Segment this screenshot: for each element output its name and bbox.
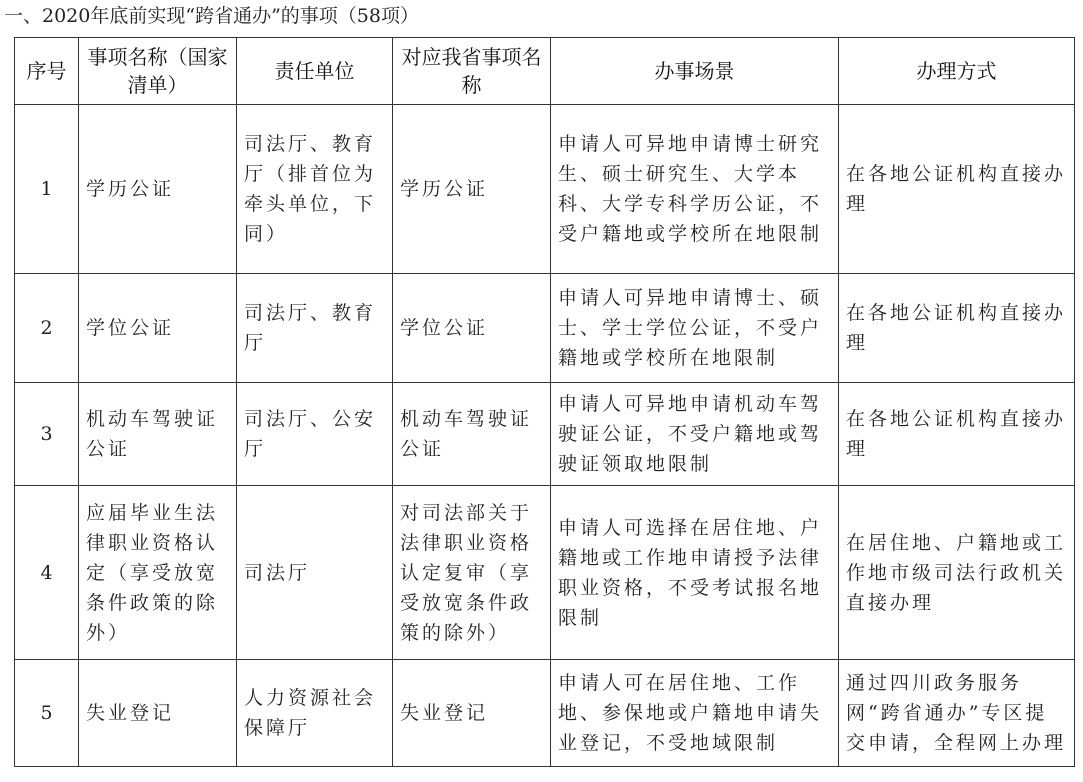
cell-scenario: 申请人可在居住地、工作地、参保地或户籍地申请失业登记，不受地域限制: [551, 660, 839, 767]
cell-seq: 4: [15, 486, 79, 660]
cell-scenario: 申请人可异地申请博士研究生、硕士研究生、大学本科、大学专科学历公证，不受户籍地或学校所在地限制: [551, 105, 839, 274]
cell-method: 在各地公证机构直接办理: [839, 274, 1075, 383]
cell-item: 失业登记: [79, 660, 237, 767]
cell-scenario: 申请人可异地申请机动车驾驶证公证，不受户籍地或驾驶证领取地限制: [551, 383, 839, 486]
cell-unit: 人力资源社会保障厅: [237, 660, 393, 767]
table-row: [15, 105, 1075, 274]
cell-item: 学位公证: [79, 274, 237, 383]
cell-province-item: 机动车驾驶证公证: [393, 383, 551, 486]
cell-province-item: 失业登记: [393, 660, 551, 767]
table-header-row: [15, 38, 1075, 105]
table-row: [15, 383, 1075, 486]
cell-method: 在各地公证机构直接办理: [839, 105, 1075, 274]
header-province-item: 对应我省事项名称: [393, 38, 551, 105]
cross-province-items-table: [14, 37, 1075, 767]
header-seq: 序号: [15, 38, 79, 105]
cell-method: 通过四川政务服务网“跨省通办”专区提交申请，全程网上办理: [839, 660, 1075, 767]
cell-seq: 1: [15, 105, 79, 274]
table-caption: 一、2020年底前实现“跨省通办”的事项（58项）: [4, 5, 419, 27]
cell-scenario: 申请人可选择在居住地、户籍地或工作地申请授予法律职业资格，不受考试报名地限制: [551, 486, 839, 660]
header-method: 办理方式: [839, 38, 1075, 105]
header-scenario: 办事场景: [551, 38, 839, 105]
cell-unit: 司法厅: [237, 486, 393, 660]
table-row: [15, 274, 1075, 383]
cell-unit: 司法厅、教育厅（排首位为牵头单位，下同）: [237, 105, 393, 274]
cell-method: 在各地公证机构直接办理: [839, 383, 1075, 486]
cell-scenario: 申请人可异地申请博士、硕士、学士学位公证，不受户籍地或学校所在地限制: [551, 274, 839, 383]
cell-unit: 司法厅、公安厅: [237, 383, 393, 486]
cell-unit: 司法厅、教育厅: [237, 274, 393, 383]
header-responsible-unit: 责任单位: [237, 38, 393, 105]
cell-province-item: 学历公证: [393, 105, 551, 274]
table-row: [15, 660, 1075, 767]
cell-province-item: 对司法部关于法律职业资格认定复审（享受放宽条件政策的除外）: [393, 486, 551, 660]
cell-province-item: 学位公证: [393, 274, 551, 383]
cell-seq: 3: [15, 383, 79, 486]
cell-item: 应届毕业生法律职业资格认定（享受放宽条件政策的除外）: [79, 486, 237, 660]
cell-seq: 5: [15, 660, 79, 767]
cell-item: 学历公证: [79, 105, 237, 274]
table-row: [15, 486, 1075, 660]
header-item-national: 事项名称（国家清单）: [79, 38, 237, 105]
cell-seq: 2: [15, 274, 79, 383]
cell-method: 在居住地、户籍地或工作地市级司法行政机关直接办理: [839, 486, 1075, 660]
cell-item: 机动车驾驶证公证: [79, 383, 237, 486]
